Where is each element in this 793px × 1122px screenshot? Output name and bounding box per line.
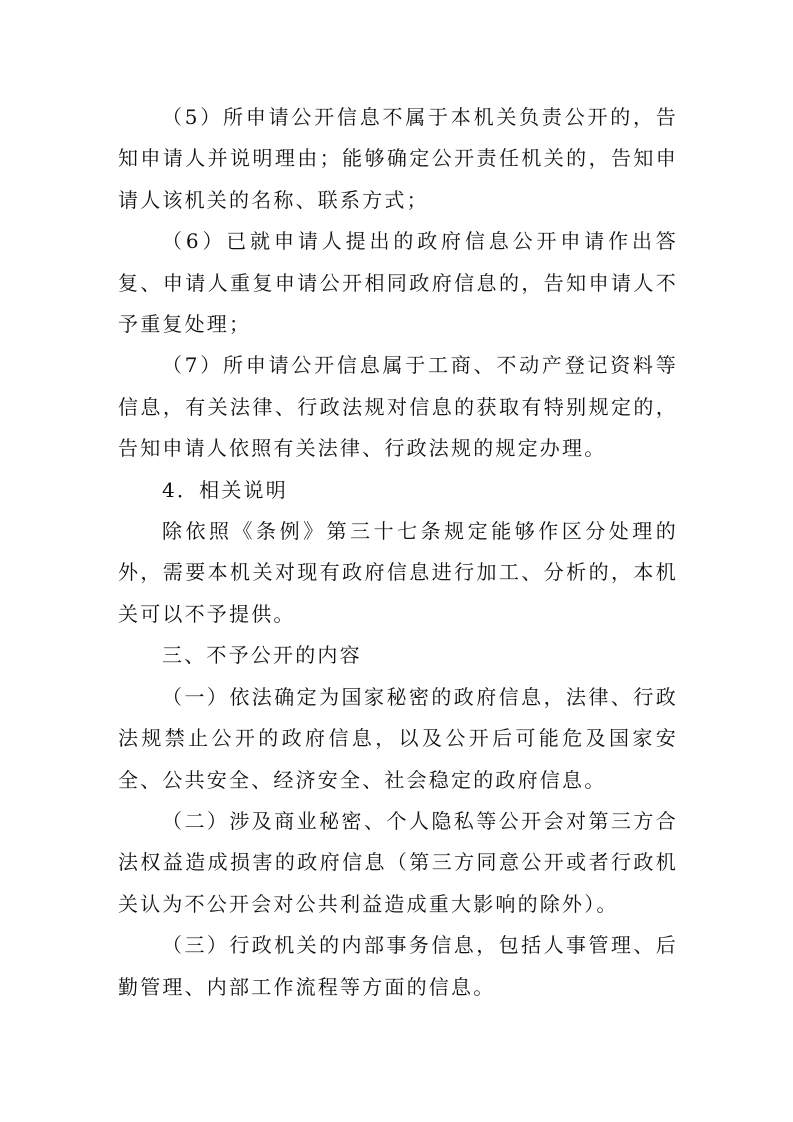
paragraph-item-two: （二）涉及商业秘密、个人隐私等公开会对第三方合法权益造成损害的政府信息（第三方同意公开或者行政机关认为不公开会对公共利益造成重大影响的除外）。 [118, 808, 678, 916]
paragraph-item-5: （5）所申请公开信息不属于本机关负责公开的，告知申请人并说明理由；能够确定公开责任机关的，告知申请人该机关的名称、联系方式； [118, 105, 678, 212]
part-3-heading: 三、不予公开的内容 [162, 643, 362, 668]
paragraph-item-one: （一）依法确定为国家秘密的政府信息，法律、行政法规禁止公开的政府信息，以及公开后可能危及国家安全、公共安全、经济安全、社会稳定的政府信息。 [118, 684, 678, 792]
paragraph-item-three: （三）行政机关的内部事务信息，包括人事管理、后勤管理、内部工作流程等方面的信息。 [118, 933, 678, 999]
paragraph-item-7: （7）所申请公开信息属于工商、不动产登记资料等信息，有关法律、行政法规对信息的获取有特别规定的，告知申请人依照有关法律、行政法规的规定办理。 [118, 353, 678, 461]
document-body [118, 97, 678, 1008]
paragraph-item-6: （6）已就申请人提出的政府信息公开申请作出答复、申请人重复申请公开相同政府信息的，告知申请人不予重复处理； [118, 229, 678, 337]
section-4-title: 4．相关说明 [162, 477, 288, 502]
section-4-body: 除依照《条例》第三十七条规定能够作区分处理的外，需要本机关对现有政府信息进行加工、分析的，本机关可以不予提供。 [118, 519, 678, 626]
